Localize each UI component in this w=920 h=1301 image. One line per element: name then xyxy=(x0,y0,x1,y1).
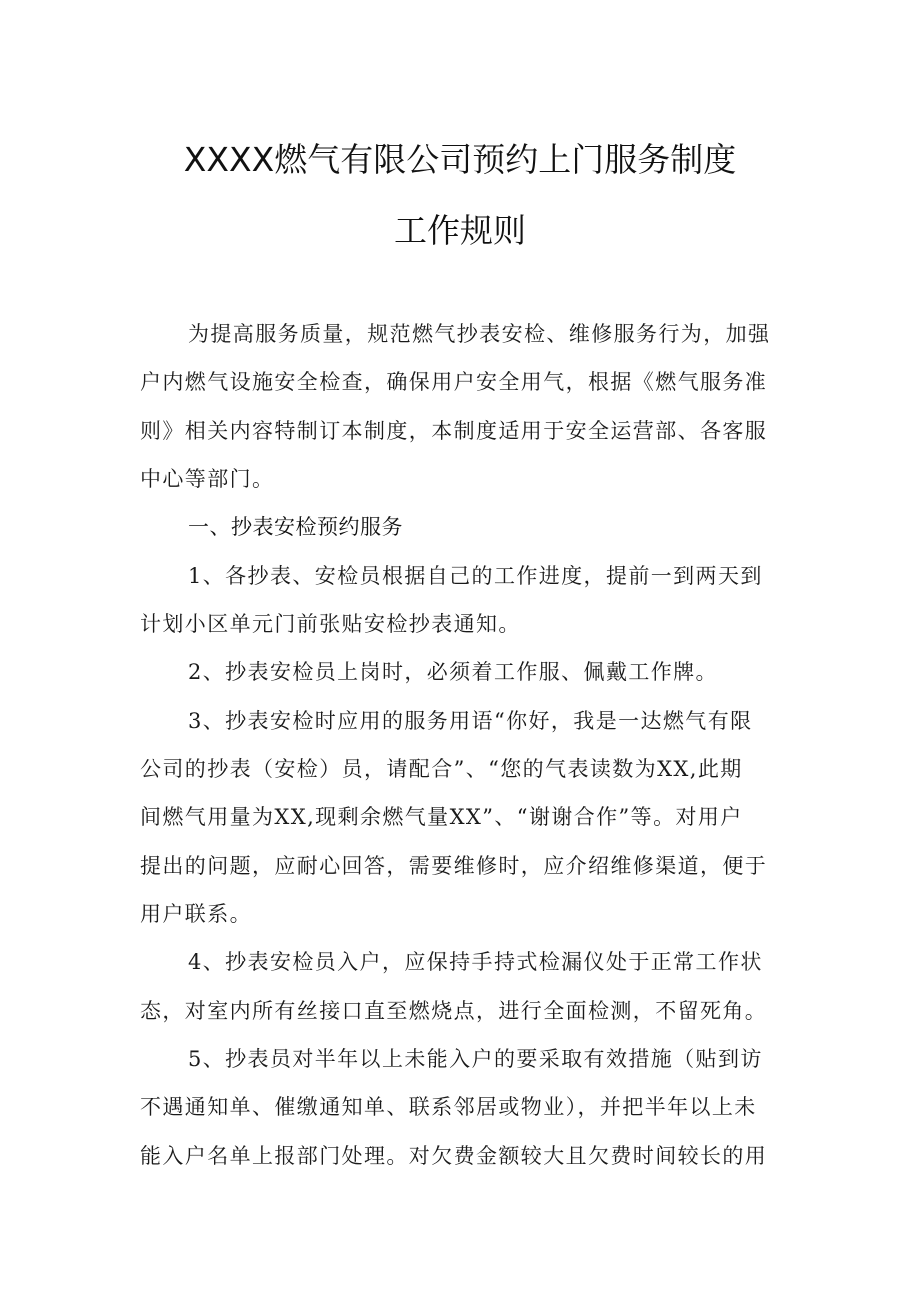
item-2-line-1: 2、抄表安检员上岗时，必须着工作服、佩戴工作牌。 xyxy=(188,660,718,684)
item-3-line-4: 提出的问题，应耐心回答，需要维修时，应介绍维修渠道，便于 xyxy=(140,854,768,878)
item-5-line-3: 能入户名单上报部门处理。对欠费金额较大且欠费时间较长的用 xyxy=(140,1144,768,1168)
item-3-line-2: 公司的抄表（安检）员，请配合”、“您的气表读数为XX,此期 xyxy=(140,757,743,781)
document-title-line-2: 工作规则 xyxy=(394,211,526,250)
item-5-line-2: 不遇通知单、催缴通知单、联系邻居或物业），并把半年以上未 xyxy=(140,1095,757,1119)
item-4-line-2: 态，对室内所有丝接口直至燃烧点，进行全面检测，不留死角。 xyxy=(140,999,768,1023)
item-1-line-2: 计划小区单元门前张贴安检抄表通知。 xyxy=(140,612,521,636)
intro-line-1: 为提高服务质量，规范燃气抄表安检、维修服务行为，加强 xyxy=(188,322,771,346)
intro-line-4: 中心等部门。 xyxy=(140,467,275,491)
item-1-line-1: 1、各抄表、安检员根据自己的工作进度，提前一到两天到 xyxy=(188,564,763,588)
document-title-line-1: XXXX燃气有限公司预约上门服务制度 xyxy=(183,140,737,179)
item-4-line-1: 4、抄表安检员入户，应保持手持式检漏仪处于正常工作状 xyxy=(188,950,763,974)
intro-line-3: 则》相关内容特制订本制度，本制度适用于安全运营部、各客服 xyxy=(140,419,768,443)
item-5-line-1: 5、抄表员对半年以上未能入户的要采取有效措施（贴到访 xyxy=(188,1047,763,1071)
section-heading-1: 一、抄表安检预约服务 xyxy=(188,515,403,539)
item-3-line-1: 3、抄表安检时应用的服务用语“你好，我是一达燃气有限 xyxy=(188,709,753,733)
item-3-line-5: 用户联系。 xyxy=(140,902,252,926)
item-3-line-3: 间燃气用量为XX,现剩余燃气量XX”、“谢谢合作”等。对用户 xyxy=(140,805,743,829)
intro-line-2: 户内燃气设施安全检查，确保用户安全用气，根据《燃气服务准 xyxy=(140,370,768,394)
